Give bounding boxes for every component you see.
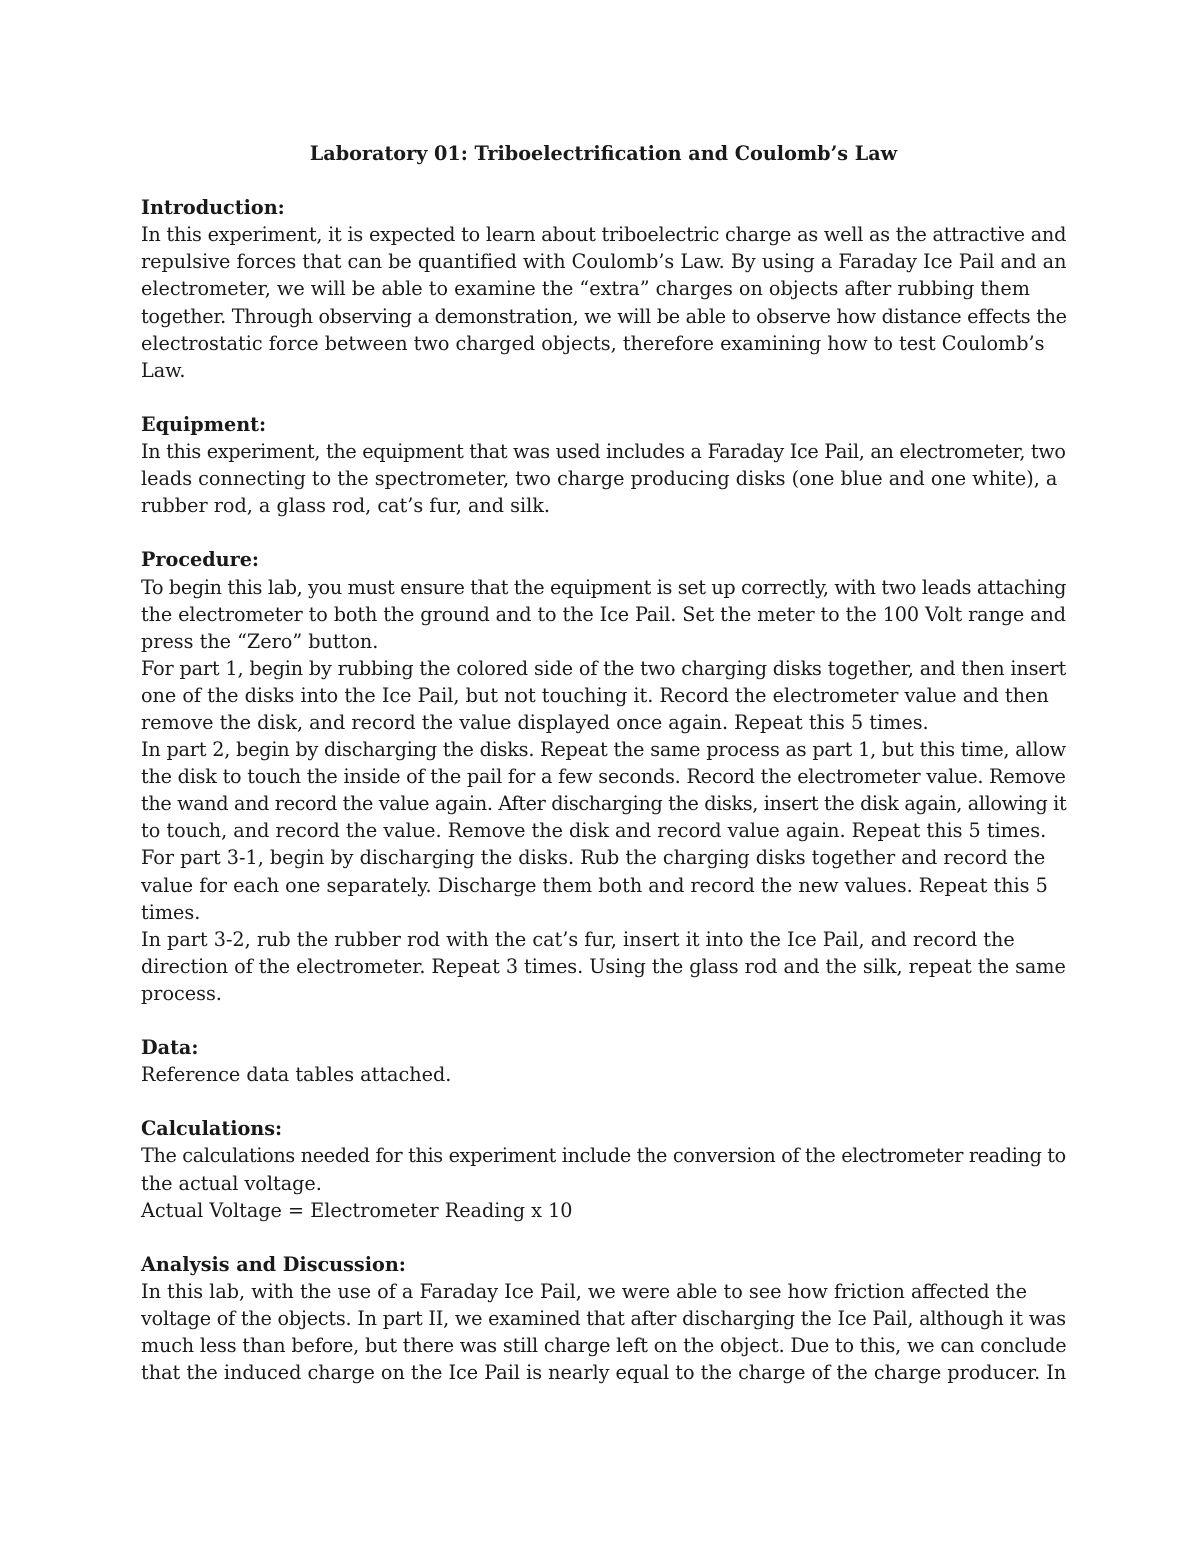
section-data [141,1034,1066,1088]
body-text-line: repulsive forces that can be quantified with Coulomb’s Law. By using a Faraday Ice Pail and an [141,250,1067,274]
section-calculations [141,1115,1066,1223]
body-text-line: electrostatic force between two charged objects, therefore examining how to test Coulomb’s [141,331,1045,355]
section-heading: Calculations: [141,1117,283,1141]
body-text-line: the disk to touch the inside of the pail for a few seconds. Record the electrometer value. Remove [141,765,1066,789]
body-text-line: Actual Voltage = Electrometer Reading x 10 [141,1198,573,1222]
section-introduction [141,194,1066,384]
body-text-line: Reference data tables attached. [141,1063,452,1087]
body-text-line: one of the disks into the Ice Pail, but not touching it. Record the electrometer value and then [141,683,1049,707]
body-text-line: To begin this lab, you must ensure that the equipment is set up correctly, with two leads attaching [141,575,1067,599]
body-text-line: remove the disk, and record the value displayed once again. Repeat this 5 times. [141,710,929,734]
section-heading: Equipment: [141,412,267,436]
body-text-line: electrometer, we will be able to examine the “extra” charges on objects after rubbing them [141,277,1030,301]
section-heading: Introduction: [141,196,285,220]
body-text-line: to touch, and record the value. Remove the disk and record value again. Repeat this 5 times. [141,819,1047,843]
body-text-line: Law. [141,358,186,382]
section-equipment [141,411,1066,519]
body-text-line: together. Through observing a demonstration, we will be able to observe how distance effects the [141,304,1067,328]
section-heading: Analysis and Discussion: [141,1252,406,1276]
body-text-line: For part 1, begin by rubbing the colored side of the two charging disks together, and then insert [141,656,1067,680]
body-text-line: In this lab, with the use of a Faraday Ice Pail, we were able to see how friction affected the [141,1279,1028,1303]
body-text-line: leads connecting to the spectrometer, two charge producing disks (one blue and one white), a [141,467,1058,491]
body-text-line: value for each one separately. Discharge them both and record the new values. Repeat this 5 [141,873,1048,897]
body-text-line: rubber rod, a glass rod, cat’s fur, and silk. [141,494,551,518]
body-text-line: voltage of the objects. In part II, we examined that after discharging the Ice Pail, although it was [141,1307,1066,1331]
document-page [141,140,1066,1413]
body-text-line: In this experiment, it is expected to learn about triboelectric charge as well as the attractive and [141,223,1067,247]
document-title: Laboratory 01: Triboelectrification and Coulomb’s Law [309,142,898,165]
section-heading: Procedure: [141,548,259,572]
body-text-line: For part 3-1, begin by discharging the disks. Rub the charging disks together and record the [141,846,1046,870]
body-text-line: In part 2, begin by discharging the disks. Repeat the same process as part 1, but this time, allow [141,738,1066,762]
section-procedure [141,546,1066,1007]
body-text-line: The calculations needed for this experiment include the conversion of the electrometer reading to [141,1144,1066,1168]
body-text-line: the electrometer to both the ground and to the Ice Pail. Set the meter to the 100 Volt range and [141,602,1066,626]
body-text-line: much less than before, but there was still charge left on the object. Due to this, we can conclude [141,1334,1067,1358]
body-text-line: the wand and record the value again. After discharging the disks, insert the disk again, allowing it [141,792,1067,816]
body-text-line: the actual voltage. [141,1171,322,1195]
body-text-line: In this experiment, the equipment that was used includes a Faraday Ice Pail, an electrometer, two [141,440,1066,464]
section-analysis-and-discussion [141,1251,1066,1386]
body-text-line: times. [141,900,201,924]
section-heading: Data: [141,1036,199,1060]
body-text-line: direction of the electrometer. Repeat 3 times. Using the glass rod and the silk, repeat the same [141,954,1066,978]
document-body [141,194,1066,1386]
body-text-line: that the induced charge on the Ice Pail is nearly equal to the charge of the charge producer. In [141,1361,1067,1385]
body-text-line: In part 3-2, rub the rubber rod with the cat’s fur, insert it into the Ice Pail, and record the [141,927,1015,951]
body-text-line: process. [141,981,222,1005]
body-text-line: press the “Zero” button. [141,629,379,653]
